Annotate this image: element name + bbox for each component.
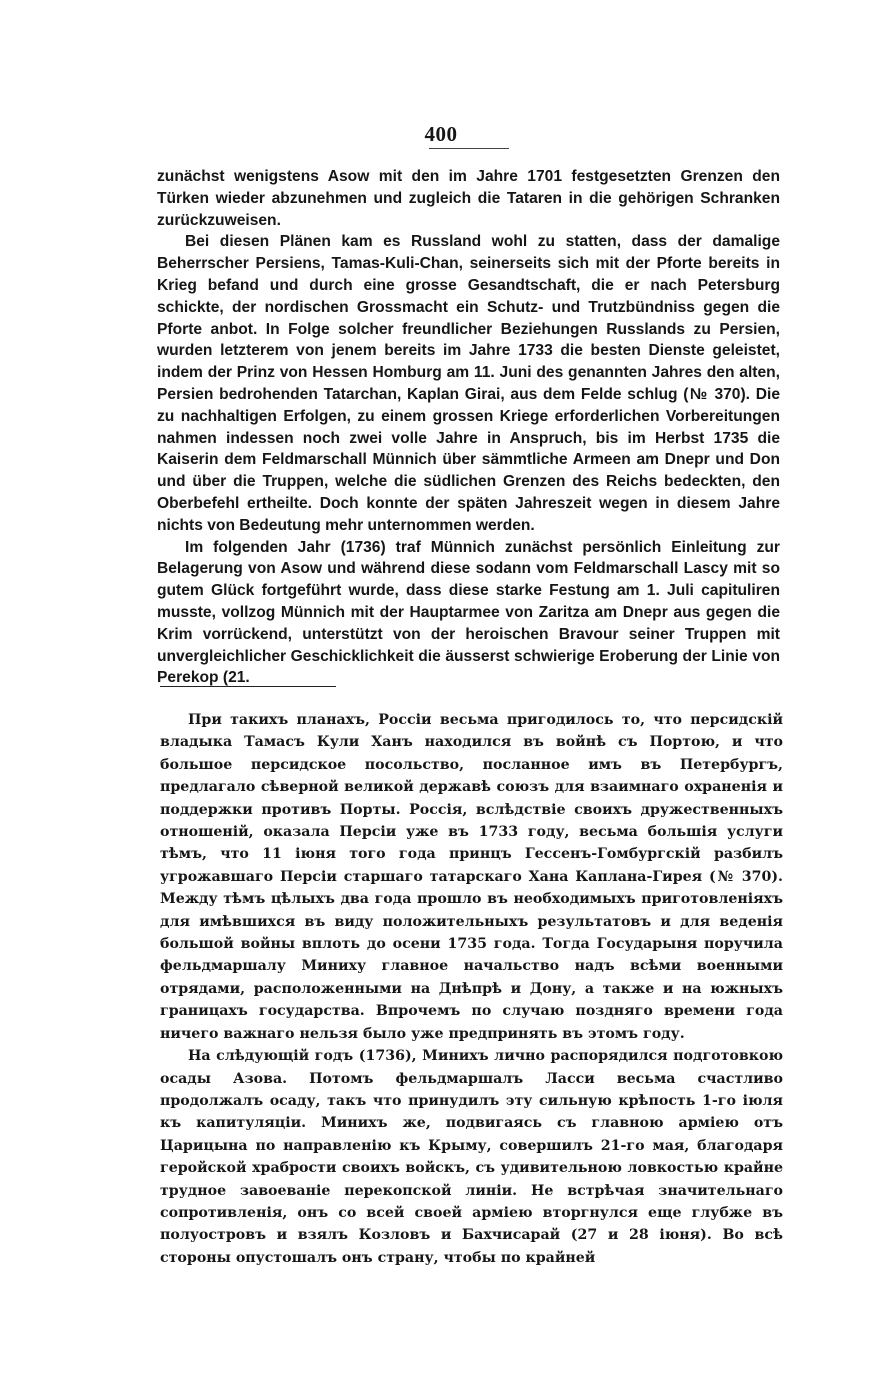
russian-paragraph-2: На слѣдующій годъ (1736), Минихъ лично распорядился подготовкою осады Азова. Потомъ фельдмаршалъ Ласси весьма счастливо продолжалъ осаду, такъ что принудилъ эту сильную крѣпость 1-го іюля къ капитуляціи. Минихъ же, подвигаясь съ главною арміею отъ Царицына по направленію къ Крыму, совершилъ 21-го мая, благодаря геройской храбрости своихъ войскъ, съ удивительною ловкостью крайне трудное завоеваніе перекопской линіи. Не встрѣчая значительнаго сопротивленія, онъ со всей своей арміею вторгнулся еще глубже въ полуостровъ и взялъ Козловъ и Бахчисарай (27 и 28 іюня). Во всѣ стороны опустошалъ онъ страну, чтобы по крайней xyxy=(160,1048,783,1266)
german-paragraph-3: Im folgenden Jahr (1736) traf Münnich zunächst persönlich Einleitung zur Belagerung von Asow und während diese sodann vom Feldmarschall Lascy mit so gutem Glück fortgeführt wurde, dass diese starke Festung am 1. Juli capituliren musste, vollzog Münnich mit der Hauptarmee von Zaritza am Dnepr aus gegen die Krim vorrückend, unterstützt von der heroischen Bravour seiner Truppen mit unvergleichlicher Geschicklichkeit die äusserst schwierige Eroberung der Linie von Perekop (21. xyxy=(157,538,780,687)
page-number: 400 xyxy=(424,122,458,146)
german-main-text xyxy=(157,166,780,689)
footnote-separator xyxy=(160,686,336,687)
german-paragraph-1: zunächst wenigstens Asow mit den im Jahre 1701 festgesetzten Grenzen den Türken wieder abzunehmen und zugleich die Tataren in die gehörigen Schranken zurückzuweisen. xyxy=(157,168,780,229)
russian-paragraph-1: При такихъ планахъ, Россіи весьма пригодилось то, что персидскій владыка Тамасъ Кули Ханъ находился въ войнѣ съ Портою, и что большое персидское посольство, посланное имъ въ Петербургъ, предлагало сѣверной великой державѣ союзъ для взаимнаго охраненія и поддержки противъ Порты. Россія, вслѣдствіе своихъ дружественныхъ отношеній, оказала Персіи уже въ 1733 году, весьма большія услуги тѣмъ, что 11 іюня того года принцъ Гессенъ-Гомбургскій разбилъ угрожавшаго Персіи старшаго татарскаго Хана Каплана-Гирея (№ 370). Между тѣмъ цѣлыхъ два года прошло въ необходимыхъ приготовленіяхъ для имѣвшихся въ виду положительныхъ результатовъ и для веденія большой войны вплоть до осени 1735 года. Тогда Государыня поручила фельдмаршалу Миниху главное начальство надъ всѣми военными отрядами, расположенными на Днѣпрѣ и Дону, а также и на южныхъ границахъ государства. Впрочемъ по случаю поздняго времени года ничего важнаго нельзя было уже предпринять въ этомъ году. xyxy=(160,712,783,1042)
german-paragraph-2: Bei diesen Plänen kam es Russland wohl zu statten, dass der damalige Beherrscher Persiens, Tamas-Kuli-Chan, seinerseits sich mit der Pforte bereits in Krieg befand und durch eine grosse Gesandtschaft, die er nach Petersburg schickte, der nordischen Grossmacht ein Schutz- und Trutzbündniss gegen die Pforte anbot. In Folge solcher freundlicher Beziehungen Russlands zu Persien, wurden letzterem von jenem bereits im Jahre 1733 die besten Dienste geleistet, indem der Prinz von Hessen Homburg am 11. Juni des genannten Jahres den alten, Persien bedrohenden Tatarchan, Kaplan Girai, aus dem Felde schlug (№ 370). Die zu nachhaltigen Erfolgen, zu einem grossen Kriege erforderlichen Vorbereitungen nahmen indessen noch zwei volle Jahre in Anspruch, bis im Herbst 1735 die Kaiserin dem Feldmarschall Münnich über sämmtliche Armeen am Dnepr und Don und über die Truppen, welche die südlichen Grenzen des Reichs bedeckten, den Oberbefehl ertheilte. Doch konnte der späten Jahreszeit wegen in diesem Jahre nichts von Bedeutung mehr unternommen werden. xyxy=(157,233,780,534)
page-number-rule xyxy=(429,148,509,149)
russian-translation-text xyxy=(160,709,783,1269)
